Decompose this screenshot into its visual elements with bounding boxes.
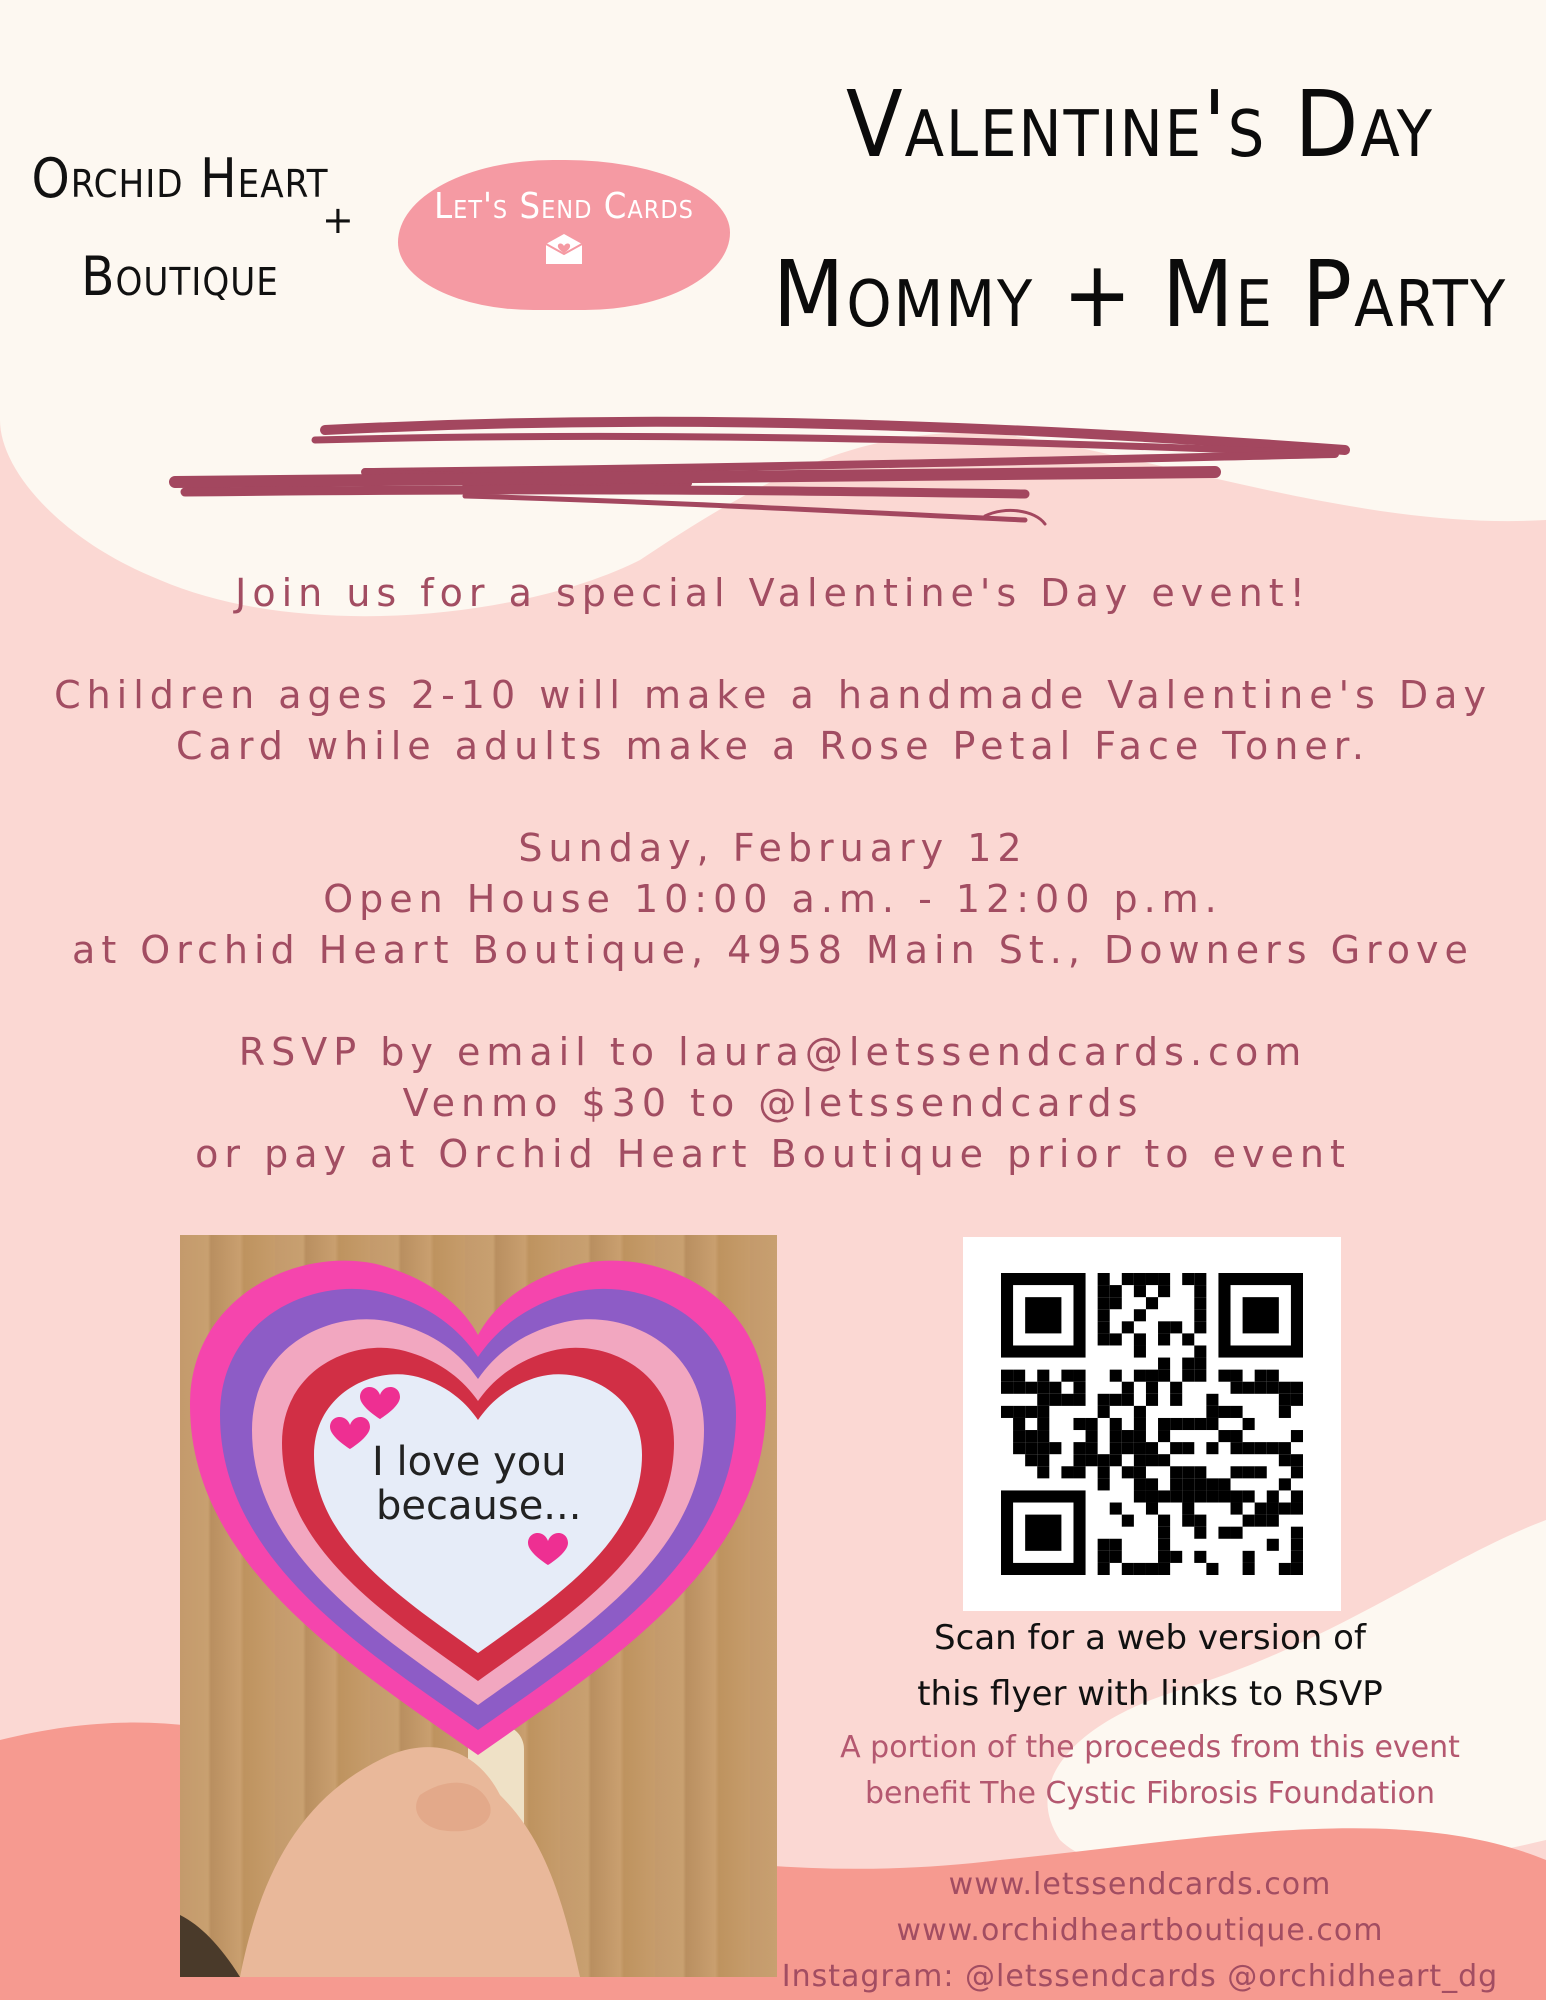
scan-line2: this flyer with links to RSVP: [917, 1674, 1383, 1714]
scan-line1: Scan for a web version of: [934, 1618, 1366, 1658]
link-orchidheartboutique[interactable]: www.orchidheartboutique.com: [896, 1913, 1384, 1948]
boutique-name-line2: Boutique: [81, 245, 279, 308]
event-date: Sunday, February 12: [518, 826, 1028, 870]
event-time: Open House 10:00 a.m. - 12:00 p.m.: [323, 877, 1223, 921]
heart-card-photo: [180, 1235, 777, 1977]
proceeds-note: [830, 1725, 1470, 1817]
scribble-divider: [165, 410, 1365, 540]
partner-name: Let's Send Cards: [434, 186, 694, 227]
card-text-line2: because...: [376, 1483, 582, 1529]
activity-line1: Children ages 2-10 will make a handmade Valentine's Day: [54, 673, 1492, 717]
scan-instructions: [860, 1610, 1440, 1722]
activity-line2: Card while adults make a Rose Petal Face Toner.: [176, 724, 1370, 768]
activity-description: [0, 670, 1546, 772]
pay-in-store: or pay at Orchid Heart Boutique prior to event: [195, 1132, 1351, 1176]
event-location: at Orchid Heart Boutique, 4958 Main St., Downers Grove: [72, 928, 1474, 972]
qr-code-pattern: [999, 1273, 1305, 1575]
event-title: [750, 40, 1530, 380]
contact-links: [780, 1862, 1500, 2000]
hand: [240, 1747, 580, 1977]
boutique-name-line1: Orchid Heart: [31, 147, 329, 210]
intro-text: [0, 568, 1546, 619]
link-letssendcards[interactable]: www.letssendcards.com: [948, 1867, 1332, 1902]
event-title-line1: Valentine's Day: [846, 71, 1434, 178]
instagram-handles[interactable]: Instagram: @letssendcards @orchidheart_dg: [781, 1959, 1499, 1994]
proceeds-line2: benefit The Cystic Fibrosis Foundation: [864, 1776, 1436, 1811]
rsvp-details: [0, 1027, 1546, 1180]
brand-plus-sign: +: [322, 198, 354, 242]
envelope-heart-icon: [540, 232, 588, 268]
card-text-line1: I love you: [372, 1439, 567, 1485]
lets-send-cards-logo: [398, 160, 730, 310]
rsvp-email: RSVP by email to laura@letssendcards.com: [238, 1030, 1308, 1074]
qr-code[interactable]: [963, 1237, 1341, 1611]
event-title-line2: Mommy + Me Party: [772, 241, 1508, 348]
venmo-payment: Venmo $30 to @letssendcards: [402, 1081, 1144, 1125]
boutique-logo-text: [30, 130, 330, 326]
proceeds-line1: A portion of the proceeds from this event: [840, 1730, 1460, 1765]
heart-card-illustration: [180, 1235, 777, 1977]
intro-line: Join us for a special Valentine's Day event!: [235, 571, 1311, 615]
event-details: [0, 823, 1546, 976]
